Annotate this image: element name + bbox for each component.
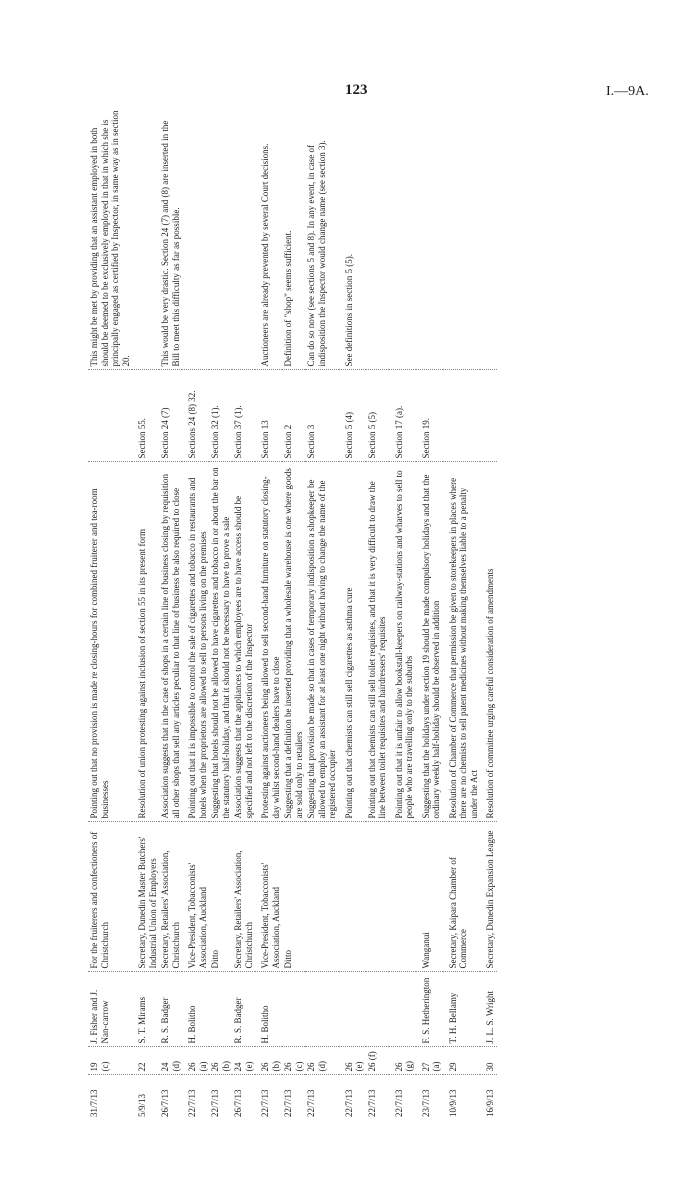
remarks-cell bbox=[232, 105, 255, 370]
date-cell: 16/9/13 bbox=[480, 1075, 497, 1120]
table-row bbox=[366, 105, 389, 1120]
representing-cell bbox=[389, 822, 416, 972]
table-row bbox=[88, 105, 132, 1120]
date-cell: 26/7/13 bbox=[159, 1075, 182, 1120]
date-cell: 22/7/13 bbox=[255, 1075, 282, 1120]
name-cell: S. T. Mirams bbox=[132, 972, 159, 1047]
table-row bbox=[416, 105, 443, 1120]
date-cell: 5/9/13 bbox=[132, 1075, 159, 1120]
remarks-cell: Definition of "shop" seems sufficient. bbox=[283, 230, 293, 367]
section-cell: Section 3 bbox=[305, 370, 339, 462]
section-cell: Section 55. bbox=[132, 370, 159, 462]
subject-cell: Pointing out that it is impossible to control the sale of cigarettes and tobacco in restaurants and hotels when the proprietors are allowed to sell to persons living on the premises bbox=[182, 462, 209, 822]
section-cell bbox=[443, 370, 481, 462]
subject-cell: Suggesting that the holidays under section 19 should be made compulsory holidays and that the ordinary weekly half-holiday should be observed in addition bbox=[416, 462, 443, 822]
number-cell: 24 (d) bbox=[159, 1047, 182, 1075]
name-cell: J. L. S. Wright bbox=[480, 972, 497, 1047]
representing-cell bbox=[366, 822, 389, 972]
table-row bbox=[255, 105, 282, 1120]
date-cell: 23/7/13 bbox=[416, 1075, 443, 1120]
representing-cell bbox=[339, 822, 366, 972]
section-cell bbox=[88, 370, 132, 462]
name-cell: H. Bolitho bbox=[182, 972, 209, 1047]
remarks-cell: Auctioneers are already prevented by several Court decisions. bbox=[260, 143, 270, 367]
date-cell: 22/7/13 bbox=[366, 1075, 389, 1120]
table-row bbox=[443, 105, 481, 1120]
table-row bbox=[182, 105, 209, 1120]
name-cell bbox=[209, 972, 232, 1047]
date-cell: 10/9/13 bbox=[443, 1075, 481, 1120]
name-cell bbox=[305, 972, 339, 1047]
date-cell: 22/7/13 bbox=[209, 1075, 232, 1120]
section-cell: Section 13 bbox=[255, 370, 282, 462]
name-cell bbox=[366, 972, 389, 1047]
table-row bbox=[339, 105, 366, 1120]
number-cell: 19 (c) bbox=[88, 1047, 132, 1075]
document-reference: I.—9A. bbox=[606, 84, 649, 99]
number-cell: 29 bbox=[443, 1047, 481, 1075]
date-cell: 26/7/13 bbox=[232, 1075, 255, 1120]
name-cell: H. Bolitho bbox=[255, 972, 282, 1047]
subject-cell: Resolution of committee urging careful consideration of amendments bbox=[480, 462, 497, 822]
remarks-cell: Can do so now (see sections 5 and 8). In any event, in case of indisposition the Inspector would change name (see section 3). bbox=[306, 140, 327, 367]
representing-cell: Secretary, Retailers' Association, Christchurch bbox=[232, 822, 255, 972]
number-cell: 26 (a) bbox=[182, 1047, 209, 1075]
representing-cell: Secretary, Retailers' Association, Christchurch bbox=[159, 822, 182, 972]
section-cell: Section 37 (1). bbox=[232, 370, 255, 462]
date-cell: 22/7/13 bbox=[339, 1075, 366, 1120]
number-cell: 26 (g) bbox=[389, 1047, 416, 1075]
table-row bbox=[389, 105, 416, 1120]
representing-cell: Vice-President, Tobacconists' Association, Auckland bbox=[255, 822, 282, 972]
number-cell: 26 (b) bbox=[209, 1047, 232, 1075]
name-cell bbox=[339, 972, 366, 1047]
number-cell: 26 (b) bbox=[255, 1047, 282, 1075]
submissions-table bbox=[88, 105, 497, 1120]
representing-cell: Secretary, Dunedin Expansion League bbox=[480, 822, 497, 972]
section-cell: Sections 24 (8) 32. bbox=[182, 370, 209, 462]
section-cell: Section 2 bbox=[282, 370, 305, 462]
number-cell: 24 (e) bbox=[232, 1047, 255, 1075]
subject-cell: Suggesting that a definition be inserted providing that a wholesale warehouse is one where goods are sold only to retailers bbox=[282, 462, 305, 822]
subject-cell: Pointing out that no provision is made re closing-hours for combined fruiterer and tea-room businesses bbox=[88, 462, 132, 822]
remarks-cell: This might be met by providing that an assistant employed in both should be deemed to be exclusively employed in that in which she is principally engaged as certified by Inspector, in same way as in section 20. bbox=[89, 110, 131, 367]
number-cell: 22 bbox=[132, 1047, 159, 1075]
representing-cell: For the fruiterers and confectioners of Christchurch bbox=[88, 822, 132, 972]
date-cell: 22/7/13 bbox=[389, 1075, 416, 1120]
subject-cell: Suggesting that provision be made so that in cases of temporary indisposition a shopkeeper be allowed to employ an assistant for at least one night without having to change the name of the registered occupier bbox=[305, 462, 339, 822]
name-cell: F. S. Hetherington bbox=[416, 972, 443, 1047]
table-row bbox=[132, 105, 159, 1120]
section-cell: Section 19. bbox=[416, 370, 443, 462]
date-cell: 22/7/13 bbox=[305, 1075, 339, 1120]
name-cell: R. S. Badger bbox=[232, 972, 255, 1047]
remarks-cell bbox=[480, 105, 497, 370]
date-cell: 31/7/13 bbox=[88, 1075, 132, 1120]
name-cell: R. S. Badger bbox=[159, 972, 182, 1047]
table-row bbox=[480, 105, 497, 1120]
subject-cell: Resolution of union protesting against inclusion of section 55 in its present form bbox=[132, 462, 159, 822]
name-cell: J. Fisher and J. Nan-carrow bbox=[88, 972, 132, 1047]
representing-cell: Ditto bbox=[282, 822, 305, 972]
remarks-cell bbox=[389, 105, 416, 370]
table-row bbox=[159, 105, 182, 1120]
representing-cell: Secretary, Kaipara Chamber of Commerce bbox=[443, 822, 481, 972]
representing-cell: Wanganui bbox=[416, 822, 443, 972]
representing-cell: Secretary, Dunedin Master Butchers' Industrial Union of Employers bbox=[132, 822, 159, 972]
date-cell: 22/7/13 bbox=[282, 1075, 305, 1120]
remarks-cell bbox=[182, 105, 209, 370]
section-cell: Section 17 (a). bbox=[389, 370, 416, 462]
subject-cell: Pointing out that chemists can still sell cigarettes as asthma cure bbox=[339, 462, 366, 822]
table-row bbox=[305, 105, 339, 1120]
number-cell: 30 bbox=[480, 1047, 497, 1075]
table-row bbox=[232, 105, 255, 1120]
number-cell: 26 (c) bbox=[282, 1047, 305, 1075]
remarks-cell: This would be very drastic. Section 24 (7) and (8) are inserted in the Bill to meet this difficulty as far as possible. bbox=[160, 120, 181, 367]
subject-cell: Suggesting that hotels should not be allowed to have cigarettes and tobacco in or about the bar on the statutory half-holiday, and that it should not be necessary to have to prove a sale bbox=[209, 462, 232, 822]
remarks-cell bbox=[366, 105, 389, 370]
subject-cell: Resolution of Chamber of Commerce that permission be given to storekeepers in places where there are no chemists to sell patent medicines without making themselves liable to a penalty under the Act bbox=[443, 462, 481, 822]
rotated-table-container bbox=[88, 105, 643, 1120]
section-cell bbox=[480, 370, 497, 462]
number-cell: 26 (e) bbox=[339, 1047, 366, 1075]
representing-cell: Ditto bbox=[209, 822, 232, 972]
representing-cell: Vice-President, Tobacconists' Association, Auckland bbox=[182, 822, 209, 972]
name-cell bbox=[282, 972, 305, 1047]
remarks-cell bbox=[132, 105, 159, 370]
remarks-cell bbox=[209, 105, 232, 370]
number-cell: 26 (f) bbox=[366, 1047, 389, 1075]
subject-cell: Protesting against auctioneers being allowed to sell second-hand furniture on statutory closing-day whilst second-hand dealers have to close bbox=[255, 462, 282, 822]
table-row bbox=[209, 105, 232, 1120]
section-cell: Section 32 (1). bbox=[209, 370, 232, 462]
section-cell: Section 5 (4) bbox=[339, 370, 366, 462]
subject-cell: Pointing out that it is unfair to allow bookstall-keepers on railway-stations and wharves to sell to people who are travelling only to the suburbs bbox=[389, 462, 416, 822]
section-cell: Section 24 (7) bbox=[159, 370, 182, 462]
page-number: 123 bbox=[345, 82, 368, 98]
subject-cell: Association suggests that the appliances to which employees are to have access should be specified and not left to the discretion of the Inspector bbox=[232, 462, 255, 822]
name-cell: T. H. Bellamy bbox=[443, 972, 481, 1047]
remarks-cell: See definitions in section 5 (5). bbox=[343, 254, 354, 367]
remarks-cell bbox=[416, 105, 443, 370]
section-cell: Section 5 (5) bbox=[366, 370, 389, 462]
number-cell: 27 (a) bbox=[416, 1047, 443, 1075]
table-body bbox=[88, 105, 497, 1120]
date-cell: 22/7/13 bbox=[182, 1075, 209, 1120]
name-cell bbox=[389, 972, 416, 1047]
table-row bbox=[282, 105, 305, 1120]
number-cell: 26 (d) bbox=[305, 1047, 339, 1075]
subject-cell: Pointing out that chemists can still sell toilet requisites, and that it is very difficult to draw the line between toilet requisites and hairdressers' requisites bbox=[366, 462, 389, 822]
subject-cell: Association suggests that in the case of shops in a certain line of business closing by requisition all other shops that sell any articles peculiar to that line of business be also required to close bbox=[159, 462, 182, 822]
remarks-cell bbox=[443, 105, 481, 370]
representing-cell bbox=[305, 822, 339, 972]
